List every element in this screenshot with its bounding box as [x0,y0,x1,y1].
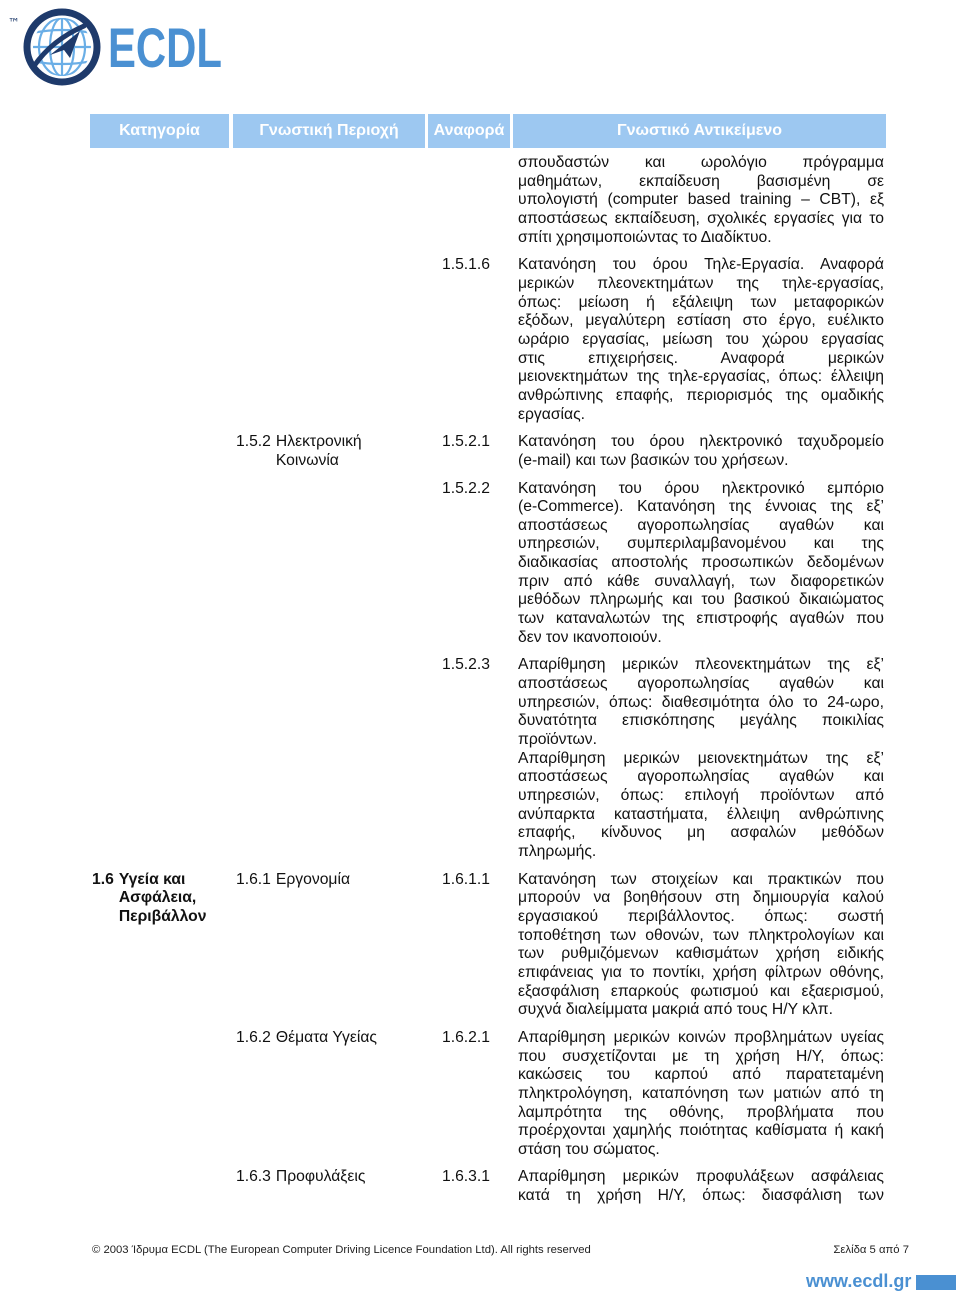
description-line: μεθόδων πληρωμής και του βασικού δικαιώματος [518,591,884,609]
description-paragraph [518,433,884,470]
description-line: διαδικασίας αποστολής προσωπικών δεδομένων [518,554,884,572]
area-label-line: Θέματα Υγείας [275,1028,377,1046]
category-label [119,871,207,927]
syllabus-row [0,1029,960,1160]
description-line: επαφής, κίνδυνος μη ασφαλών μεθόδων [518,824,884,842]
syllabus-row [0,871,960,1020]
description-line: ανύπαρκτα καταστήματα, έλλειψη ανθρώπινης [518,805,884,823]
description-line: στις επιχειρήσεις. Αναφορά μερικών [518,349,884,367]
description-paragraph [518,256,884,424]
description-line: κακώσεις του καρπού από παρατεταμένη [518,1066,884,1084]
description-line: όπως: μείωση ή εξάλειψη των μεταφορικών [518,293,884,311]
website-url: www.ecdl.gr [806,1271,912,1291]
description-line: Απαρίθμηση μερικών κοινών προβλημάτων υγείας [518,1028,884,1046]
reference-number: 1.6.2.1 [442,1028,490,1046]
syllabus-row [0,256,960,424]
description-line: επιφάνειας για το ποντίκι, χρήση φίλτρων οθόνης, [518,963,884,981]
description-line: εξασφάλιση επαρκούς φωτισμού και εξαερισμού, [518,982,884,1000]
description-line: (e-mail) και των βασικών του χρήσεων. [518,451,789,469]
description-line: αποστάσεως αγοροπωλησίας αγαθών και [518,516,884,534]
area-label [276,1029,377,1048]
reference-number: 1.5.1.6 [442,256,490,274]
description-line: αποστάσεως αγοροπωλησίας αγαθών και [518,768,884,786]
description-line: μερικών πλεονεκτημάτων της τηλε-εργασίας, [518,274,884,292]
logo-wordmark: ECDL [108,16,222,79]
description-cell [518,433,884,470]
area-heading [236,871,426,890]
copyright-notice: © 2003 Ίδρυμα ECDL (The European Computer Driving Licence Foundation Ltd). All rights reserved [92,1244,591,1256]
description-line: εργασίας. [518,405,585,423]
description-line: Απαρίθμηση μερικών πλεονεκτημάτων της εξ’ [518,656,884,674]
area-heading [236,433,426,470]
area-label-line: Κοινωνία [275,451,339,469]
column-header-reference: Αναφορά [428,114,510,148]
reference-number: 1.5.2.1 [442,433,490,451]
syllabus-row [0,1168,960,1205]
area-cell [236,433,426,470]
description-line: Απαρίθμηση μερικών προφυλάξεων ασφάλειας [518,1168,884,1186]
area-label-line: Εργονομία [275,870,351,888]
category-heading [92,871,230,927]
description-line: στάση του σώματος. [518,1140,660,1158]
area-number: 1.6.1 [236,870,271,888]
category-label-line: Ασφάλεια, [118,889,197,907]
description-line: εξόδων, μεγαλύτερη εστίαση στο έργο, ευέλικτο [518,312,884,330]
syllabus-row [0,480,960,648]
description-line: συχνά διαλείμματα μακριά από τους Η/Υ κλπ. [518,1001,833,1019]
area-label [276,871,350,890]
description-line: λαμπρότητα της οθόνης, προβλήματα που [518,1103,884,1121]
description-line: μαθημάτων, εκπαίδευση βασισμένη σε [518,172,884,190]
description-cell [518,1029,884,1160]
column-header-item: Γνωστικό Αντικείμενο [513,114,886,148]
description-paragraph [518,1168,884,1205]
description-line: Κατανόηση του όρου Τηλε-Εργασία. Αναφορά [518,256,884,274]
description-cell [518,656,884,861]
area-number: 1.6.2 [236,1028,271,1046]
description-line: υπηρεσιών, όπως: διαθεσιμότητα όλο το 24-ωρο, [518,693,884,711]
description-line: Κατανόηση του όρου ηλεκτρονικό εμπόριο [518,479,884,497]
syllabus-row [0,154,960,247]
description-line: (e-Commerce). Κατανόηση της έννοιας της εξ’ [518,498,884,516]
reference-number: 1.5.2.3 [442,656,490,674]
syllabus-table-body [0,154,960,1215]
area-cell [236,1168,426,1187]
column-header-category: Κατηγορία [90,114,229,148]
description-paragraph [518,656,884,749]
description-line: πληκτρολόγηση, καταπόνηση των ματιών από τη [518,1084,884,1102]
description-line: προϊόντων. [518,731,597,749]
description-cell [518,871,884,1020]
page-number: Σελίδα 5 από 7 [833,1244,909,1256]
description-cell [518,480,884,648]
description-line: δυνατότητα επισκόπησης μεγάλης ποικιλίας [518,712,884,730]
description-line: τοποθέτηση των οθονών, των πληκτρολογίων και [518,926,884,944]
description-cell [518,256,884,424]
description-line: ανθρώπινης επαφής, περιορισμός της ομαδικής [518,386,884,404]
trademark-symbol: ™ [8,16,20,30]
description-line: σπίτι χρησιμοποιώντας το Διαδίκτυο. [518,228,772,246]
description-line: μπορούν να βοηθήσουν στη δημιουργία καλού [518,889,884,907]
description-paragraph [518,871,884,1020]
description-paragraph [518,154,884,247]
description-line: των ρυθμιζόμενων καθισμάτων χρήση ειδικής [518,945,884,963]
description-cell [518,154,884,247]
description-paragraph [518,1029,884,1160]
description-line: πληρωμής. [518,842,597,860]
area-label-line: Ηλεκτρονική [275,433,362,451]
description-line: που συσχετίζονται με τη χρήση Η/Υ, όπως: [518,1047,884,1065]
category-label-line: Υγεία και [118,870,186,888]
description-line: αποστάσεως εκπαίδευση, σχολικές εργασίες για το [518,209,884,227]
description-line: μειονεκτημάτων της τηλε-εργασίας, όπως: έλλειψη [518,368,884,386]
category-number: 1.6 [92,870,114,888]
description-line: σπουδαστών και ωρολόγιο πρόγραμμα [518,154,884,171]
reference-number: 1.6.3.1 [442,1168,490,1186]
description-line: Κατανόηση του όρου ηλεκτρονικό ταχυδρομείο [518,433,884,451]
description-paragraph [518,750,884,862]
ecdl-logo [0,0,240,100]
description-line: αποστάσεως αγοροπωλησίας αγαθών και [518,675,884,693]
description-line: πριν από κάθε συναλλαγή, των διαφορετικών [518,572,884,590]
area-heading [236,1029,426,1048]
description-line: Κατανόηση των στοιχείων και πρακτικών που [518,870,884,888]
footer-brand-bar [916,1275,956,1290]
description-cell [518,1168,884,1205]
description-line: των καταναλωτών της επιστροφής αγαθών που [518,610,884,628]
description-line: ωράριο εργασίας, μείωση του χώρου εργασίας [518,330,884,348]
category-label-line: Περιβάλλον [118,907,207,925]
syllabus-row [0,656,960,861]
description-line: προέρχονται χαμηλής ποιότητας καθίσματα ή κακή [518,1122,884,1140]
description-line: δεν τον ικανοποιούν. [518,628,662,646]
area-heading [236,1168,426,1187]
description-line: υπηρεσιών, συμπεριλαμβανομένου και της [518,535,884,553]
description-line: κατά τη χρήση Η/Υ, όπως: διασφάλιση των [518,1187,884,1205]
area-cell [236,871,426,890]
area-number: 1.5.2 [236,433,271,451]
area-cell [236,1029,426,1048]
area-label-line: Προφυλάξεις [275,1168,366,1186]
description-line: εργασιακού περιβάλλοντος. όπως: σωστή [518,907,884,925]
reference-number: 1.5.2.2 [442,479,490,497]
globe-icon [27,12,97,82]
description-line: υπηρεσιών, όπως: επιλογή προϊόντων από [518,787,884,804]
category-cell [92,871,230,927]
area-number: 1.6.3 [236,1168,271,1186]
reference-number: 1.6.1.1 [442,870,490,888]
area-label [276,1168,365,1187]
column-header-area: Γνωστική Περιοχή [233,114,425,148]
area-label [276,433,362,470]
description-line: υπολογιστή (computer based training – CBT), εξ [518,191,884,209]
description-line: Απαρίθμηση μερικών μειονεκτημάτων της εξ’ [518,749,884,767]
syllabus-row [0,433,960,470]
description-paragraph [518,480,884,648]
